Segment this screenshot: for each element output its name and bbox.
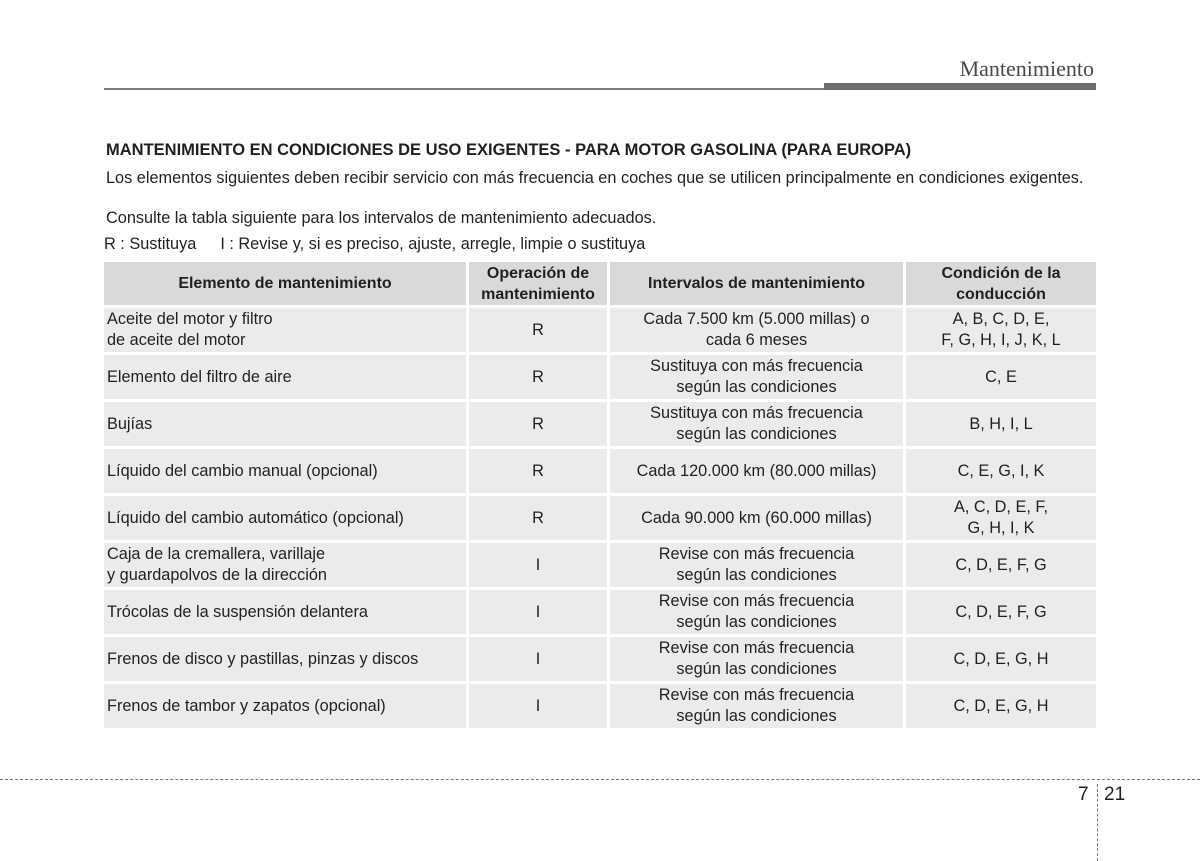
cell-item-text: Líquido del cambio automático (opcional) — [107, 508, 404, 527]
cell-interval — [610, 496, 906, 543]
cell-item — [104, 308, 469, 355]
cell-condition-text: G, H, I, K — [967, 519, 1035, 537]
page-number: 21 — [1104, 784, 1126, 805]
cell-item-text: Elemento del filtro de aire — [107, 367, 292, 386]
cell-item — [104, 355, 469, 402]
cell-condition — [906, 402, 1096, 449]
cell-item-text: y guardapolvos de la dirección — [107, 566, 327, 584]
table-row — [104, 637, 1096, 684]
cell-operation: I — [469, 543, 610, 590]
intro-paragraph: Los elementos siguientes deben recibir servicio con más frecuencia en coches que se utilicen principalmente en condiciones exigentes. — [106, 169, 1084, 187]
cell-interval — [610, 402, 906, 449]
table-row — [104, 496, 1096, 543]
cell-condition — [906, 543, 1096, 590]
cell-item-text: Líquido del cambio manual (opcional) — [107, 461, 378, 480]
col-header-operation — [469, 262, 610, 308]
cell-item-text: Aceite del motor y filtro — [107, 310, 273, 328]
cell-condition-text: C, D, E, G, H — [953, 649, 1049, 668]
cell-condition — [906, 684, 1096, 731]
cell-interval — [610, 590, 906, 637]
cell-condition — [906, 496, 1096, 543]
cell-item-text: Frenos de tambor y zapatos (opcional) — [107, 696, 386, 715]
cell-operation: R — [469, 402, 610, 449]
cell-operation: I — [469, 684, 610, 731]
table-row — [104, 402, 1096, 449]
cell-condition — [906, 590, 1096, 637]
cell-interval-text: Cada 7.500 km (5.000 millas) o — [643, 310, 870, 328]
cell-condition-text: A, C, D, E, F, — [953, 498, 1049, 516]
page-header-title: Mantenimiento — [959, 56, 1094, 81]
cell-condition-text: A, B, C, D, E, — [952, 310, 1050, 328]
chapter-number: 7 — [1078, 784, 1089, 805]
legend-replace: R : Sustituya — [104, 235, 197, 253]
table-row — [104, 308, 1096, 355]
cell-interval — [610, 449, 906, 496]
cell-interval-text: cada 6 meses — [705, 331, 808, 349]
cell-interval-text: según las condiciones — [676, 660, 837, 678]
cell-interval-text: Revise con más frecuencia — [658, 686, 855, 704]
table-row — [104, 684, 1096, 731]
legend — [104, 235, 645, 254]
cell-item — [104, 590, 469, 637]
cell-operation: R — [469, 496, 610, 543]
cell-interval-text: Revise con más frecuencia — [658, 545, 855, 563]
cell-interval-text: según las condiciones — [676, 707, 837, 725]
cell-operation: I — [469, 637, 610, 684]
reference-paragraph: Consulte la tabla siguiente para los intervalos de mantenimiento adecuados. — [106, 209, 657, 227]
cell-item — [104, 543, 469, 590]
cell-condition — [906, 355, 1096, 402]
header-text: conducción — [956, 285, 1046, 303]
cell-interval — [610, 308, 906, 355]
cell-interval-text: Cada 120.000 km (80.000 millas) — [636, 461, 877, 480]
cell-interval-text: Cada 90.000 km (60.000 millas) — [641, 508, 872, 527]
cell-condition-text: B, H, I, L — [969, 414, 1033, 433]
cell-operation: R — [469, 308, 610, 355]
col-header-interval — [610, 262, 906, 308]
col-header-item — [104, 262, 469, 308]
cell-condition-text: C, E, G, I, K — [957, 461, 1045, 480]
header-text: Elemento de mantenimiento — [178, 275, 392, 292]
cell-item-text: de aceite del motor — [107, 331, 246, 349]
cell-item — [104, 402, 469, 449]
footer-divider — [1097, 784, 1098, 861]
cell-interval-text: según las condiciones — [676, 425, 837, 443]
table-row — [104, 355, 1096, 402]
cell-item-text: Bujías — [107, 414, 153, 433]
header-text: mantenimiento — [481, 285, 595, 303]
footer-rule — [0, 779, 1200, 780]
table-header-row — [104, 262, 1096, 308]
cell-interval — [610, 684, 906, 731]
cell-item-text: Trócolas de la suspensión delantera — [107, 602, 368, 621]
cell-item-text: Frenos de disco y pastillas, pinzas y discos — [107, 649, 419, 668]
cell-item-text: Caja de la cremallera, varillaje — [107, 545, 326, 563]
cell-interval — [610, 543, 906, 590]
cell-interval-text: Sustituya con más frecuencia — [650, 357, 863, 375]
cell-item — [104, 496, 469, 543]
table-row — [104, 543, 1096, 590]
cell-condition-text: C, E — [985, 367, 1017, 386]
cell-operation: R — [469, 355, 610, 402]
cell-condition-text: C, D, E, G, H — [953, 696, 1049, 715]
legend-inspect: I : Revise y, si es preciso, ajuste, arregle, limpie o sustituya — [220, 235, 646, 253]
cell-condition-text: C, D, E, F, G — [955, 555, 1047, 574]
cell-interval-text: Revise con más frecuencia — [658, 639, 855, 657]
cell-interval — [610, 355, 906, 402]
cell-condition — [906, 308, 1096, 355]
cell-operation: I — [469, 590, 610, 637]
cell-item — [104, 449, 469, 496]
header-text: Intervalos de mantenimiento — [648, 275, 865, 292]
maintenance-table — [104, 262, 1096, 731]
header-accent-bar — [824, 83, 1096, 90]
cell-interval — [610, 637, 906, 684]
section-heading: MANTENIMIENTO EN CONDICIONES DE USO EXIGENTES - PARA MOTOR GASOLINA (PARA EUROPA) — [106, 141, 912, 159]
table-row — [104, 590, 1096, 637]
col-header-condition — [906, 262, 1096, 308]
table-row — [104, 449, 1096, 496]
cell-interval-text: según las condiciones — [676, 378, 837, 396]
cell-condition — [906, 637, 1096, 684]
cell-item — [104, 637, 469, 684]
table-body — [104, 308, 1096, 731]
cell-interval-text: Revise con más frecuencia — [658, 592, 855, 610]
cell-condition — [906, 449, 1096, 496]
cell-condition-text: F, G, H, I, J, K, L — [941, 331, 1061, 349]
cell-condition-text: C, D, E, F, G — [955, 602, 1047, 621]
header-text: Condición de la — [941, 264, 1061, 282]
header-text: Operación de — [486, 264, 590, 282]
cell-operation: R — [469, 449, 610, 496]
cell-item — [104, 684, 469, 731]
cell-interval-text: Sustituya con más frecuencia — [650, 404, 863, 422]
cell-interval-text: según las condiciones — [676, 613, 837, 631]
cell-interval-text: según las condiciones — [676, 566, 837, 584]
